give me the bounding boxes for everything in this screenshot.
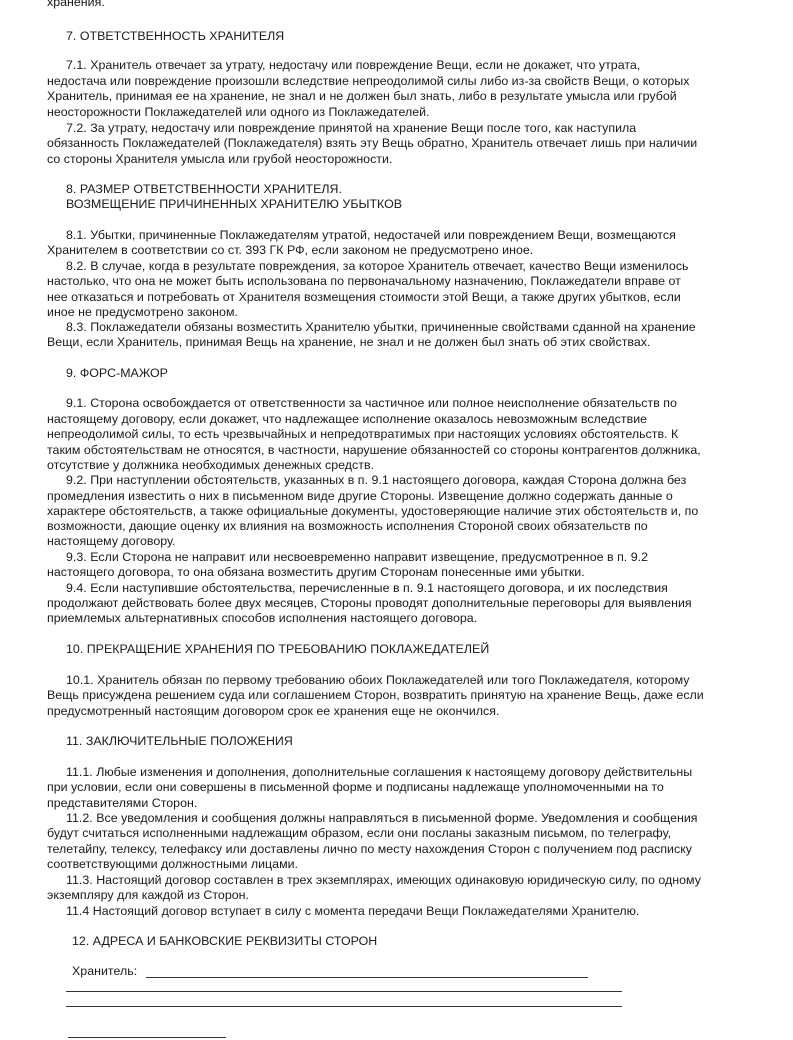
signature-line (146, 977, 588, 978)
address-line (66, 991, 622, 992)
paragraph-9-1-line: непреодолимой силы, то есть чрезвычайных и непредотвратимых при настоящих условиях обстоятельств. К (47, 427, 679, 441)
paragraph-8-2-line: 8.2. В случае, когда в результате повреждения, за которое Хранитель отвечает, качество Вещи изменилось (66, 259, 689, 273)
paragraph-7-1-line: недостача или повреждение произошли вследствие непреодолимой силы либо из-за свойств Вещи, о которых (47, 74, 690, 88)
paragraph-9-2-line: промедления известить о них в письменном виде другие Стороны. Извещение должно содержать данные о (47, 489, 673, 503)
paragraph-8-3-line: 8.3. Поклажедатели обязаны возместить Хранителю убытки, причиненные свойствами сданной на хранение (66, 320, 696, 334)
section-8-heading: 8. РАЗМЕР ОТВЕТСТВЕННОСТИ ХРАНИТЕЛЯ. (66, 182, 342, 196)
paragraph-9-1-line: 9.1. Сторона освобождается от ответственности за частичное или полное неисполнение обязательств по (66, 396, 677, 410)
paragraph-8-1-line: Хранителем в соответствии со ст. 393 ГК РФ, если законом не предусмотрено иное. (47, 243, 534, 257)
paragraph-11-2-line: будут считаться исполненными надлежащим образом, если они посланы заказным письмом, по телеграфу, (47, 826, 672, 840)
paragraph-8-2-line: настолько, что она не может быть использована по первоначальному назначению, Поклажедатели вправе от (47, 274, 681, 288)
paragraph-11-2-line: телетайпу, телексу, телефаксу или доставлены лично по месту нахождения Сторон с получением под расписку (47, 842, 693, 856)
paragraph-9-1-line: отсутствие у должника необходимых денежных средств. (47, 458, 375, 472)
section-10-heading: 10. ПРЕКРАЩЕНИЕ ХРАНЕНИЯ ПО ТРЕБОВАНИЮ ПОКЛАЖЕДАТЕЛЕЙ (66, 642, 490, 656)
paragraph-7-2-line: со стороны Хранителя умысла или грубой неосторожности. (47, 152, 393, 166)
paragraph-10-1-line: 10.1. Хранитель обязан по первому требованию обоих Поклажедателей или того Поклажедателя, которому (66, 673, 690, 687)
paragraph-11-1-line: 11.1. Любые изменения и дополнения, дополнительные соглашения к настоящему договору действительны (66, 765, 693, 779)
paragraph-10-1-line: предусмотренный настоящим договором срок ее хранения еще не окончился. (47, 704, 500, 718)
paragraph-7-1-line: 7.1. Хранитель отвечает за утрату, недостачу или повреждение Вещи, если не докажет, что утрата, (66, 58, 641, 72)
section-9-heading: 9. ФОРС-МАЖОР (66, 366, 168, 380)
paragraph-9-4-line: приемлемых альтернативных способов исполнения настоящего договора. (47, 611, 478, 625)
section-7-heading: 7. ОТВЕТСТВЕННОСТЬ ХРАНИТЕЛЯ (66, 29, 285, 43)
paragraph-10-1-line: Вещь присуждена решением суда или соглашением Сторон, возвратить принятую на хранение Вещь, даже если (47, 688, 704, 702)
paragraph-9-3-line: настоящего договора, то она обязана возместить другим Сторонам понесенные ими убытки. (47, 565, 585, 579)
paragraph-9-2-line: 9.2. При наступлении обстоятельств, указанных в п. 9.1 настоящего договора, каждая Сторона должна без (66, 473, 687, 487)
paragraph-7-1-line: Хранитель, принимая ее на хранение, не знал и не должен был знать, либо в результате умысла или грубой (47, 89, 677, 103)
paragraph-9-3-line: 9.3. Если Сторона не направит или несвоевременно направит извещение, предусмотренное в п. 9.2 (66, 550, 649, 564)
paragraph-9-2-line: настоящему договору. (47, 534, 176, 548)
paragraph-11-2-line: соответствующими должностными лицами. (47, 857, 299, 871)
paragraph-7-2-line: 7.2. За утрату, недостачу или повреждение принятой на хранение Вещи после того, как наступила (66, 121, 637, 135)
signature-line (68, 1037, 226, 1038)
paragraph-9-2-line: возможности, дающие оценку их влияния на возможность исполнения Стороной своих обязательств по (47, 519, 648, 533)
paragraph-11-3-line: 11.3. Настоящий договор составлен в трех экземплярах, имеющих одинаковую юридическую силу, по одному (66, 873, 701, 887)
section-11-heading: 11. ЗАКЛЮЧИТЕЛЬНЫЕ ПОЛОЖЕНИЯ (66, 734, 293, 748)
paragraph-9-4-line: 9.4. Если наступившие обстоятельства, перечисленные в п. 9.1 настоящего договора, и их последствия (66, 581, 668, 595)
paragraph-9-2-line: характере обстоятельств, а также официальные документы, удостоверяющие наличие этих обстоятельств и, по (47, 504, 699, 518)
paragraph-11-1-line: при условии, если они совершены в письменной форме и подписаны надлежаще уполномоченными на то (47, 780, 664, 794)
signature-label: Хранитель: (72, 964, 141, 978)
paragraph-9-1-line: настоящему договору, если докажет, что надлежащее исполнение оказалось невозможным вследствие (47, 412, 648, 426)
section-8-heading: ВОЗМЕЩЕНИЕ ПРИЧИНЕННЫХ ХРАНИТЕЛЮ УБЫТКОВ (66, 197, 403, 211)
address-line (66, 1006, 622, 1007)
paragraph-7-2-line: обязанность Поклажедателей (Поклажедателя) взять эту Вещь обратно, Хранитель отвечает лишь при наличии (47, 136, 698, 150)
paragraph-11-4-line: 11.4 Настоящий договор вступает в силу с момента передачи Вещи Поклажедателями Хранителю. (66, 904, 640, 918)
paragraph-11-2-line: 11.2. Все уведомления и сообщения должны направляться в письменной форме. Уведомления и сообщения (66, 811, 698, 825)
paragraph-9-4-line: продолжают действовать более двух месяцев, Стороны проводят дополнительные переговоры для выявления (47, 596, 692, 610)
paragraph-8-2-line: нее отказаться и потребовать от Хранителя возмещения стоимости этой Вещи, а также других убытков, если (47, 290, 681, 304)
paragraph-8-1-line: 8.1. Убытки, причиненные Поклажедателям утратой, недостачей или повреждением Вещи, возмещаются (66, 228, 676, 242)
section-12-heading: 12. АДРЕСА И БАНКОВСКИЕ РЕКВИЗИТЫ СТОРОН (72, 934, 378, 948)
paragraph-11-1-line: представителями Сторон. (47, 796, 198, 810)
paragraph-8-2-line: иное не предусмотрено законом. (47, 305, 238, 319)
paragraph-7-1-line: неосторожности Поклажедателей или одного из Поклажедателей. (47, 105, 430, 119)
paragraph-9-1-line: таким обстоятельствам не относятся, в частности, нарушение обязанностей со стороны контрагентов должника, (47, 443, 701, 457)
paragraph-11-3-line: экземпляру для каждой из Сторон. (47, 888, 249, 902)
top-fragment: хранения. (47, 0, 105, 9)
paragraph-8-3-line: Вещи, если Хранитель, принимая Вещь на хранение, не знал и не должен был знать об этих свойствах. (47, 335, 651, 349)
